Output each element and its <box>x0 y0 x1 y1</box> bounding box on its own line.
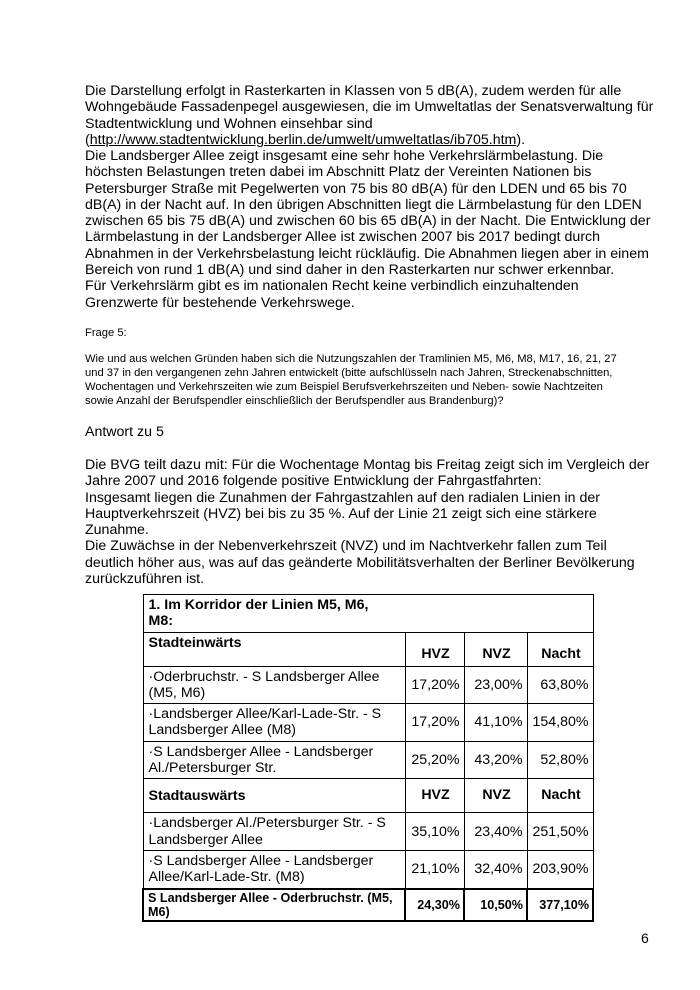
hvz-cell: 24,30% <box>405 889 464 921</box>
text-line: Lärmbelastung in der Landsberger Allee ist zwischen 2007 bis 2017 bedingt durch <box>85 229 601 246</box>
nvz-cell: 41,10% <box>464 704 527 742</box>
text-line: Wie und aus welchen Gründen haben sich die Nutzungszahlen der Tramlinien M5, M6, M8, M17, 16, 21, 27 <box>85 353 617 365</box>
outbound-heading: Stadtauswärts <box>143 779 405 813</box>
text-line: Stadtentwicklung und Wohnen einsehbar sind <box>85 115 373 132</box>
hvz-cell: 17,20% <box>405 704 464 742</box>
hvz-cell: 17,20% <box>405 666 464 704</box>
table-title: 1. Im Korridor der Linien M5, M6, M8: <box>143 595 593 633</box>
col-hvz-header: HVZ <box>405 632 464 666</box>
text-line: dB(A) in der Nacht auf. In den übrigen Abschnitten liegt die Lärmbelastung für den LDEN <box>85 196 642 213</box>
intro-paragraph <box>85 83 685 148</box>
text-line: Bereich von rund 1 dB(A) und sind daher in den Rasterkarten nur schwer erkennbar. <box>85 262 615 279</box>
table-row <box>143 813 593 851</box>
col-nvz-header: NVZ <box>464 779 527 813</box>
answer-heading: Antwort zu 5 <box>85 424 164 440</box>
nvz-cell: 23,40% <box>464 813 527 851</box>
text-line: Die Zuwächse in der Nebenverkehrszeit (NVZ) und im Nachtverkehr fallen zum Teil <box>85 538 607 555</box>
nacht-cell: 251,50% <box>527 813 593 851</box>
nvz-cell: 10,50% <box>464 889 527 921</box>
hvz-cell: 21,10% <box>405 850 464 888</box>
question-text <box>85 352 685 408</box>
text-line: Die BVG teilt dazu mit: Für die Wochentage Montag bis Freitag zeigt sich im Vergleich der <box>85 457 650 473</box>
nvz-cell: 32,40% <box>464 850 527 888</box>
inbound-header-row <box>143 632 593 666</box>
text-line: Für Verkehrslärm gibt es im nationalen Recht keine verbindlich einzuhaltenden <box>85 278 579 295</box>
text-line: Die Landsberger Allee zeigt insgesamt eine sehr hohe Verkehrslärmbelastung. Die <box>85 148 604 164</box>
table-row <box>143 666 593 704</box>
route-cell: ·Landsberger Al./Petersburger Str. - S Landsberger Allee <box>143 813 405 851</box>
text-line: sowie Anzahl der Berufspendler einschließlich der Berufspendler aus Brandenburg)? <box>85 395 504 407</box>
link-line <box>85 132 685 148</box>
text-line: Insgesamt liegen die Zunahmen der Fahrgastzahlen auf den radialen Linien in der <box>85 489 601 506</box>
text-line: Die Darstellung erfolgt in Rasterkarten in Klassen von 5 dB(A), zudem werden für alle <box>85 83 622 99</box>
route-cell: ·Oderbruchstr. - S Landsberger Allee (M5, M6) <box>143 666 405 704</box>
table-row <box>143 704 593 742</box>
nacht-cell: 154,80% <box>527 704 593 742</box>
text-line: und 37 in den vergangenen zehn Jahren entwickelt (bitte aufschlüsseln nach Jahren, Streckenabschnitten, <box>85 367 613 379</box>
ridership-table <box>142 594 594 922</box>
nacht-cell: 377,10% <box>527 889 593 921</box>
table-row <box>143 741 593 779</box>
page-number: 6 <box>641 930 649 946</box>
table-row <box>143 850 593 888</box>
text-line: Abnahmen in der Verkehrsbelastung leicht rückläufig. Die Abnahmen liegen aber in einem <box>85 245 649 262</box>
link-open-paren: ( <box>85 131 90 148</box>
question-label: Frage 5: <box>85 327 127 339</box>
hvz-cell: 35,10% <box>405 813 464 851</box>
nacht-cell: 52,80% <box>527 741 593 779</box>
text-line: Wohngebäude Fassadenpegel ausgewiesen, die im Umweltatlas der Senatsverwaltung für <box>85 99 654 116</box>
route-cell: S Landsberger Allee - Oderbruchstr. (M5, M6) <box>143 889 405 921</box>
route-cell: ·S Landsberger Allee - Landsberger Al./Petersburger Str. <box>143 741 405 779</box>
text-line: zurückzuführen ist. <box>85 571 205 588</box>
nacht-cell: 63,80% <box>527 666 593 704</box>
col-hvz-header: HVZ <box>405 779 464 813</box>
answer-paragraph <box>85 457 685 587</box>
nvz-cell: 23,00% <box>464 666 527 704</box>
table-title-row <box>143 595 593 633</box>
inbound-heading: Stadteinwärts <box>143 632 405 666</box>
outbound-header-row <box>143 779 593 813</box>
route-cell: ·S Landsberger Allee - Landsberger Allee/Karl-Lade-Str. (M8) <box>143 850 405 888</box>
route-cell: ·Landsberger Allee/Karl-Lade-Str. - S Landsberger Allee (M8) <box>143 704 405 742</box>
col-nacht-header: Nacht <box>527 779 593 813</box>
umweltatlas-link[interactable]: http://www.stadtentwicklung.berlin.de/umwelt/umweltatlas/ib705.htm <box>89 131 517 148</box>
text-line: Jahre 2007 und 2016 folgende positive Entwicklung der Fahrgastfahrten: <box>85 473 542 490</box>
nacht-cell: 203,90% <box>527 850 593 888</box>
text-line: Hauptverkehrszeit (HVZ) bei bis zu 35 %. Auf der Linie 21 zeigt sich eine stärkere <box>85 505 597 522</box>
text-line: Zunahme. <box>85 522 149 539</box>
link-close-paren: ). <box>516 131 526 148</box>
text-line: deutlich höher aus, was auf das geänderte Mobilitätsverhalten der Berliner Bevölkerung <box>85 554 635 571</box>
nvz-cell: 43,20% <box>464 741 527 779</box>
text-line: höchsten Belastungen treten dabei im Abschnitt Platz der Vereinten Nationen bis <box>85 164 592 181</box>
text-line: Petersburger Straße mit Pegelwerten von 75 bis 80 dB(A) für den LDEN und 65 bis 70 <box>85 180 627 197</box>
table-row <box>143 889 593 921</box>
text-line: Grenzwerte für bestehende Verkehrswege. <box>85 294 355 311</box>
text-line: Wochentagen und Verkehrszeiten wie zum Beispiel Berufsverkehrszeiten und Neben- sowie Nachtzeiten <box>85 381 603 393</box>
col-nacht-header: Nacht <box>527 632 593 666</box>
text-line: zwischen 65 bis 75 dB(A) und zwischen 60 bis 65 dB(A) in der Nacht. Die Entwicklung der <box>85 213 651 230</box>
col-nvz-header: NVZ <box>464 632 527 666</box>
noise-paragraph <box>85 148 685 311</box>
hvz-cell: 25,20% <box>405 741 464 779</box>
